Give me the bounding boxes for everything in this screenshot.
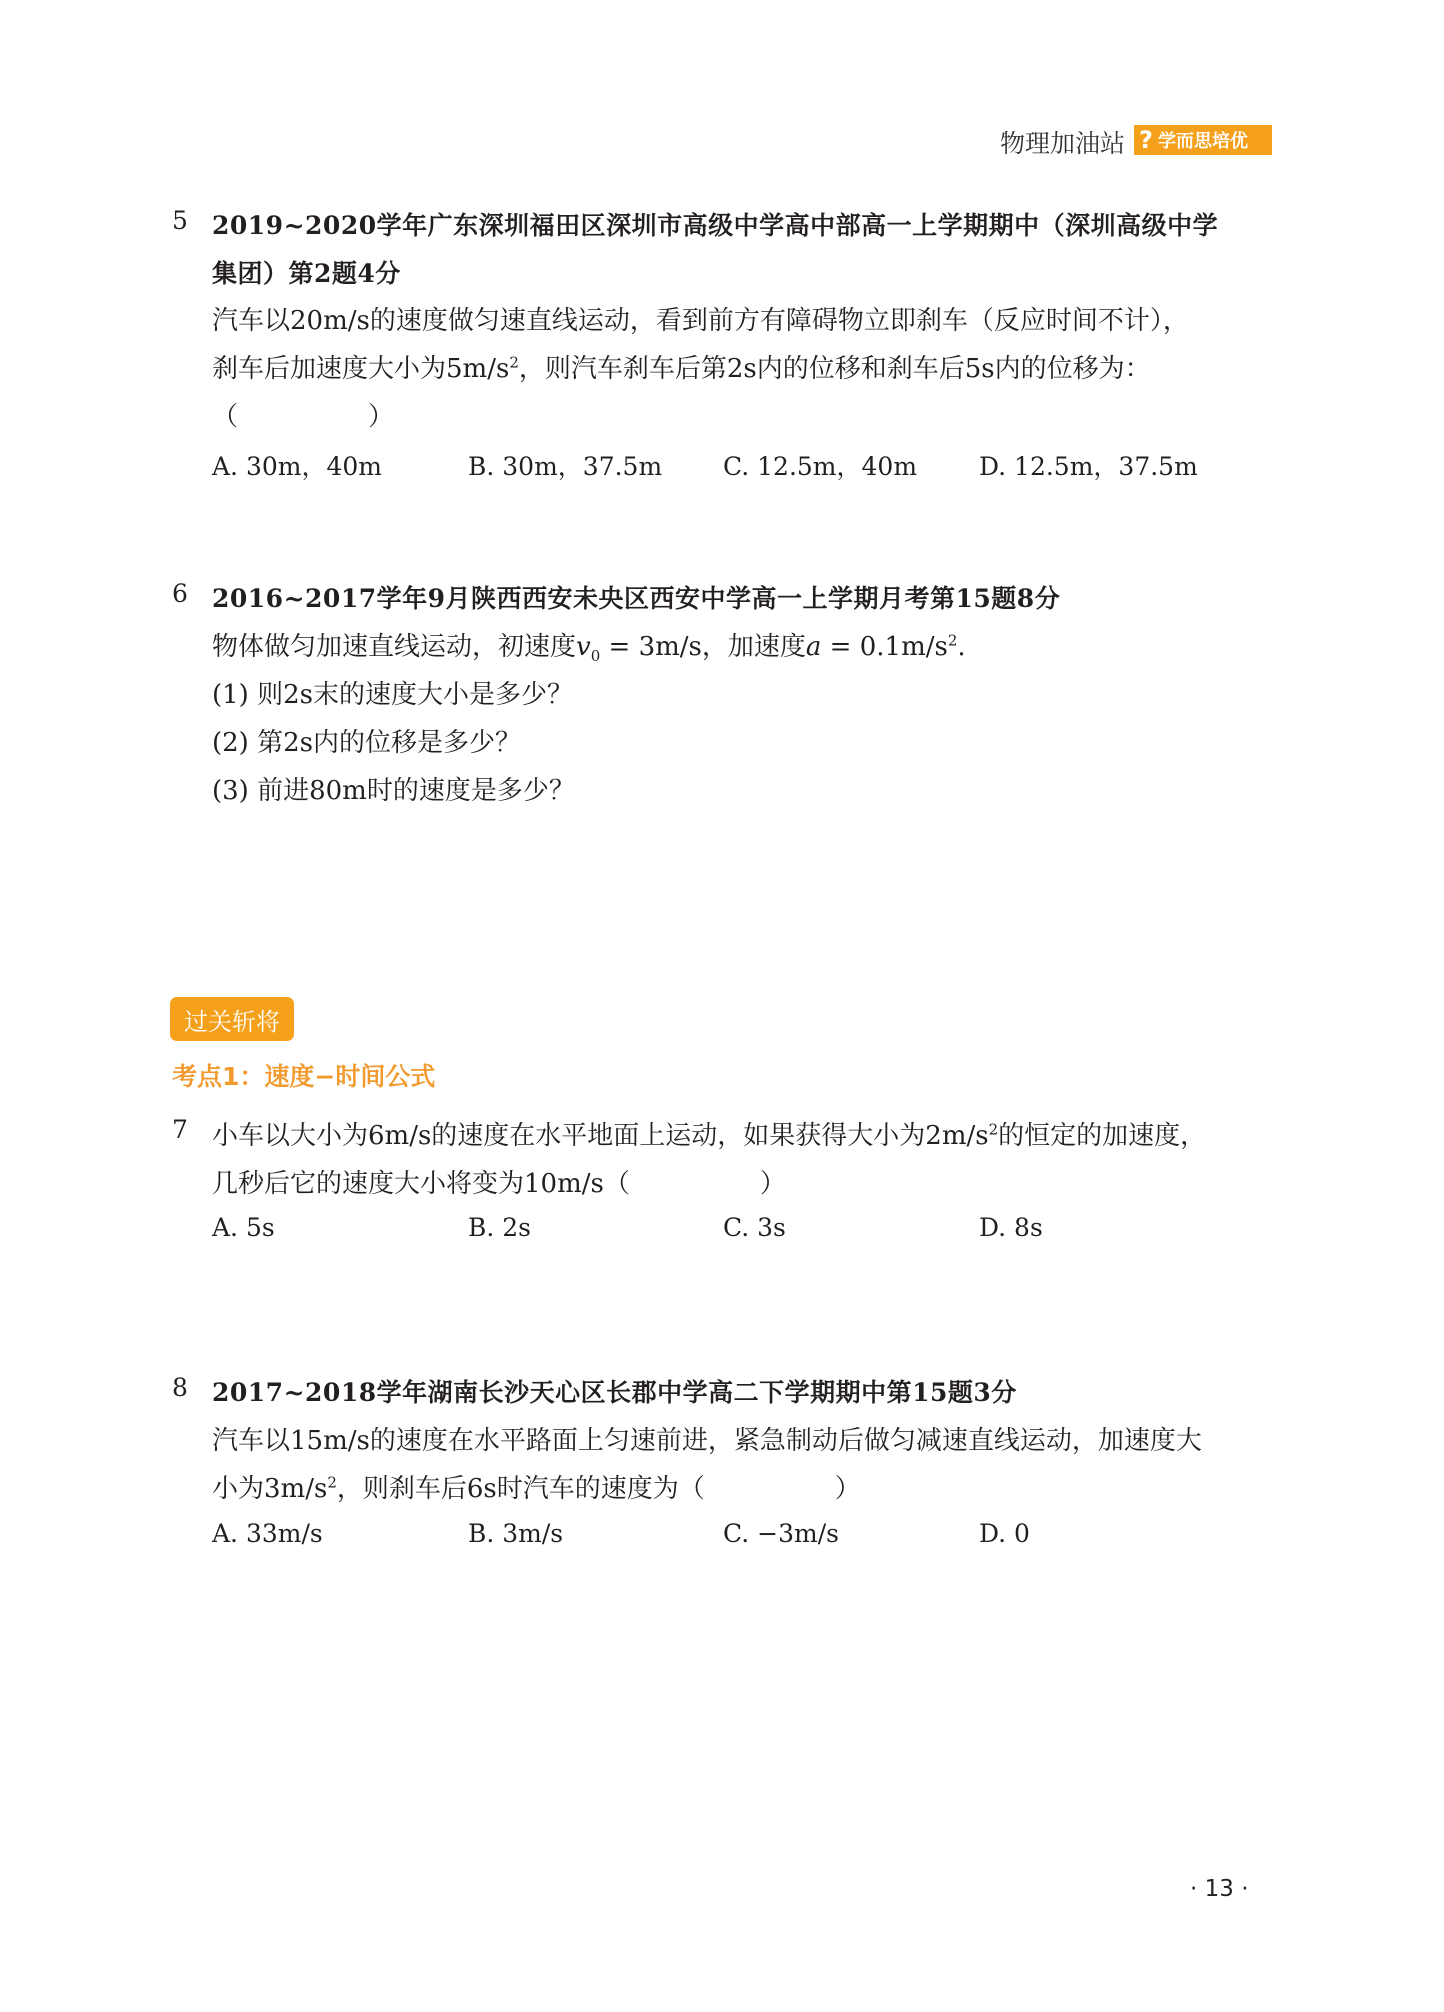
q5-title-line2: 集团）第2题4分 [212, 259, 401, 288]
q8-option-c: C. −3m/s [723, 1519, 839, 1548]
q8-title: 2017~2018学年湖南长沙天心区长郡中学高二下学期期中第15题3分 [212, 1378, 1017, 1407]
question-mark-icon: ? [1139, 126, 1153, 154]
q5-line2: 刹车后加速度大小为$5m/s^2$，则汽车刹车后第2s内的位移和刹车后5s内的位移为： [212, 353, 1151, 384]
q8-number: 8 [172, 1373, 188, 1402]
header-title: 物理加油站 [1000, 129, 1126, 158]
q6-sub3: (3) 前进80m时的速度是多少？ [212, 776, 575, 806]
q8-option-d: D. 0 [979, 1519, 1030, 1548]
q6-sub1: (1) 则2s末的速度大小是多少？ [212, 680, 573, 710]
q6-sub2: (2) 第2s内的位移是多少？ [212, 728, 521, 758]
brand-logo [1134, 125, 1272, 155]
q5-title-line1: 2019~2020学年广东深圳福田区深圳市高级中学高中部高一上学期期中（深圳高级中学 [212, 211, 1219, 240]
q7-number: 7 [172, 1115, 188, 1144]
page-number: · 13 · [1190, 1876, 1249, 1902]
q5-option-d: D. 12.5m，37.5m [979, 452, 1198, 481]
q7-line1: 小车以大小为6m/s的速度在水平地面上运动，如果获得大小为$2m/s^2$的恒定的加速度， [212, 1120, 1207, 1151]
q7-line2: 几秒后它的速度大小将变为10m/s（ ） [212, 1169, 786, 1199]
q6-number: 6 [172, 579, 188, 608]
q5-blank: （ ） [212, 402, 395, 432]
q6-title: 2016~2017学年9月陕西西安未央区西安中学高一上学期月考第15题8分 [212, 584, 1061, 613]
q6-line1: 物体做匀加速直线运动，初速度$v_0 = 3m/s$，加速度$a = 0.1m/s^2$. [212, 631, 966, 666]
kaodian-title: 考点1：速度−时间公式 [172, 1062, 436, 1091]
q5-number: 5 [172, 206, 188, 235]
section-tag: 过关斩将 [170, 997, 294, 1041]
q5-option-b: B. 30m，37.5m [468, 452, 663, 481]
brand-name: 学而思培优 [1158, 131, 1248, 152]
q7-option-b: B. 2s [468, 1213, 532, 1242]
q7-option-a: A. 5s [212, 1213, 275, 1242]
q8-line2: 小为$3m/s^2$，则刹车后6s时汽车的速度为（ ） [212, 1473, 861, 1504]
q7-option-d: D. 8s [979, 1213, 1043, 1242]
q5-option-a: A. 30m，40m [212, 452, 382, 481]
q5-line1: 汽车以20m/s的速度做匀速直线运动，看到前方有障碍物立即刹车（反应时间不计）， [212, 306, 1189, 336]
q8-option-a: A. 33m/s [212, 1519, 323, 1548]
q8-option-b: B. 3m/s [468, 1519, 564, 1548]
q5-option-c: C. 12.5m，40m [723, 452, 918, 481]
q8-line1: 汽车以15m/s的速度在水平路面上匀速前进，紧急制动后做匀减速直线运动，加速度大 [212, 1426, 1202, 1456]
q7-option-c: C. 3s [723, 1213, 786, 1242]
